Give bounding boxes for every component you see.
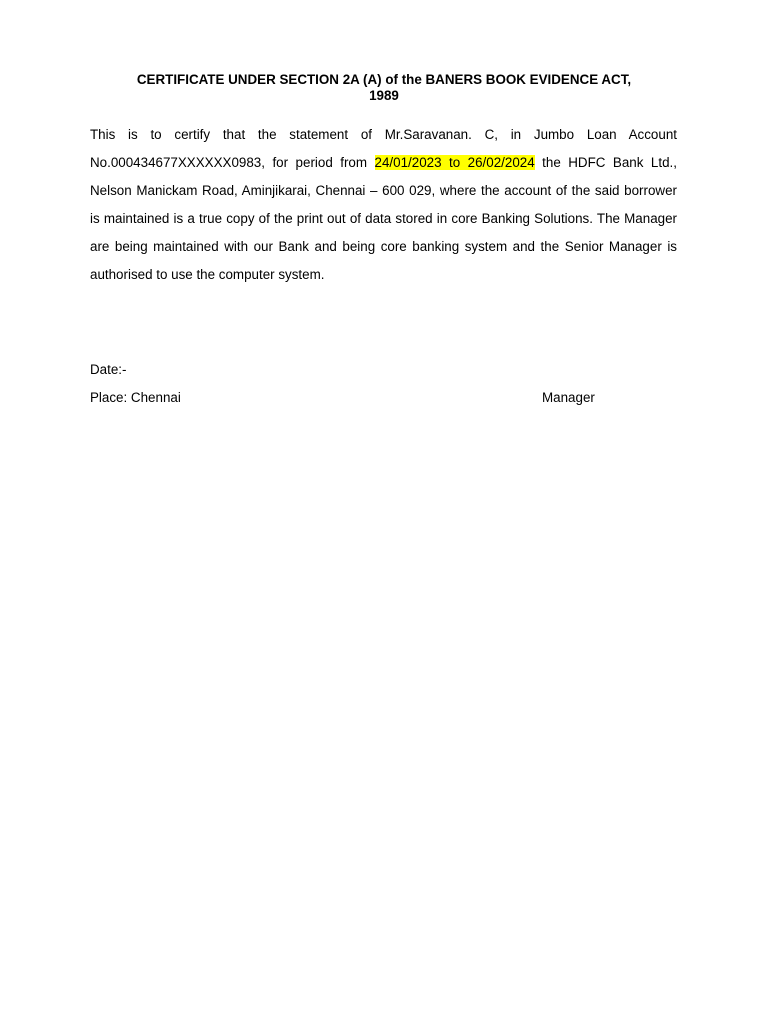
title-line-2: 1989: [369, 88, 399, 103]
place-label: Place: Chennai: [90, 390, 181, 405]
signatory-label: Manager: [542, 390, 595, 405]
certificate-title: [90, 72, 678, 104]
body-text-part-1: This is to certify that the statement of Mr.Saravanan. C, in Jumbo Loan Account No.000434677XXXXXX0983, for period from: [90, 127, 677, 170]
body-text-part-2: the HDFC Bank Ltd., Nelson Manickam Road, Aminjikarai, Chennai – 600 029, where the account of the said borrower is maintained is a true copy of the print out of data stored in core Banking Solutions. The Manager are being maintained with our Bank and being core banking system and the Senior Manager is authorised to use the computer system.: [90, 155, 677, 282]
certificate-body: [90, 121, 677, 289]
highlighted-period: 24/01/2023 to 26/02/2024: [374, 155, 535, 170]
title-line-1: CERTIFICATE UNDER SECTION 2A (A) of the BANERS BOOK EVIDENCE ACT,: [136, 72, 632, 87]
date-label: Date:-: [90, 362, 127, 377]
